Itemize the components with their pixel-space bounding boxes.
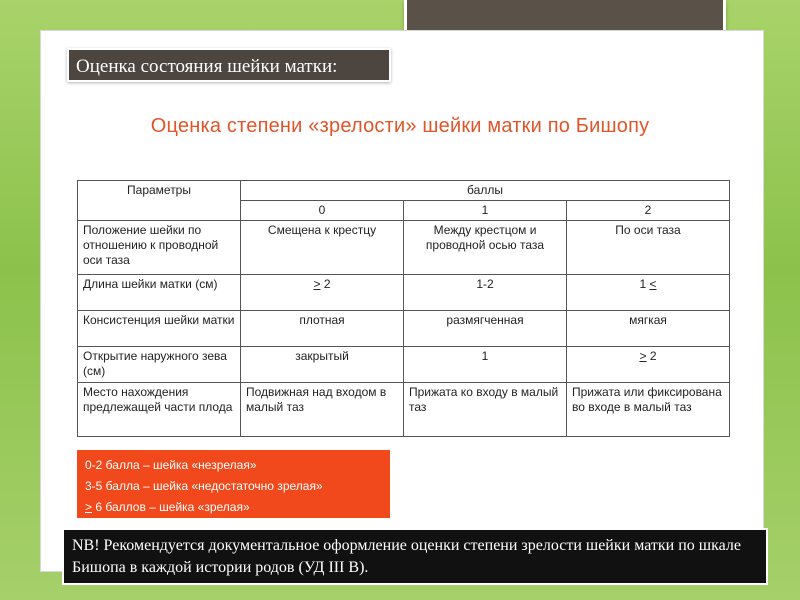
score-col-1: 1: [404, 201, 567, 221]
legend-line-mature: [85, 497, 382, 518]
score-cell: 1: [404, 347, 567, 383]
score-cell: мягкая: [567, 311, 730, 347]
param-cell: Консистенция шейки матки: [78, 311, 241, 347]
score-value: 1: [639, 277, 647, 291]
table-row: [78, 311, 730, 347]
header-banner: Оценка состояния шейки матки:: [67, 48, 391, 82]
param-cell: Положение шейки по отношению к проводной оси таза: [78, 221, 241, 275]
score-cell: [567, 347, 730, 383]
score-cell: По оси таза: [567, 221, 730, 275]
score-legend-box: [77, 450, 390, 518]
score-value: 2: [649, 349, 657, 363]
table-row: [78, 347, 730, 383]
legend-line-insufficient: 3-5 балла – шейка «недостаточно зрелая»: [85, 479, 323, 493]
ge-symbol: >: [85, 500, 93, 514]
score-header: баллы: [241, 181, 730, 201]
score-cell: Смещена к крестцу: [241, 221, 404, 275]
score-cell: [567, 275, 730, 311]
param-cell: Длина шейки матки (см): [78, 275, 241, 311]
legend-line-immature: 0-2 балла – шейка «незрелая»: [85, 458, 257, 472]
score-cell: Прижата или фиксирована во входе в малый таз: [567, 383, 730, 437]
score-cell: размягченная: [404, 311, 567, 347]
param-cell: Открытие наружного зева (см): [78, 347, 241, 383]
table-row: [78, 221, 730, 275]
table-row: [78, 383, 730, 437]
score-cell: Прижата ко входу в малый таз: [404, 383, 567, 437]
param-header: Параметры: [78, 181, 241, 221]
score-cell: Подвижная над входом в малый таз: [241, 383, 404, 437]
table-header-row: [78, 181, 730, 201]
nb-note-box: NB! Рекомендуется документальное оформление оценки степени зрелости шейки матки по шкале Бишопа в каждой истории родов (УД III B).: [62, 528, 768, 585]
ge-symbol: >: [313, 277, 321, 291]
bishop-score-table: [77, 180, 730, 437]
score-col-2: 2: [567, 201, 730, 221]
ge-symbol: >: [639, 349, 647, 363]
score-cell: [241, 275, 404, 311]
score-cell: закрытый: [241, 347, 404, 383]
table-row: [78, 275, 730, 311]
le-symbol: <: [649, 277, 657, 291]
score-cell: 1-2: [404, 275, 567, 311]
score-value: 2: [323, 277, 331, 291]
score-cell: Между крестцом и проводной осью таза: [404, 221, 567, 275]
score-col-0: 0: [241, 201, 404, 221]
legend-line-mature-text: 6 баллов – шейка «зрелая»: [92, 500, 250, 514]
param-cell: Место нахождения предлежащей части плода: [78, 383, 241, 437]
slide-title: Оценка степени «зрелости» шейки матки по Бишопу: [150, 115, 650, 137]
score-cell: плотная: [241, 311, 404, 347]
